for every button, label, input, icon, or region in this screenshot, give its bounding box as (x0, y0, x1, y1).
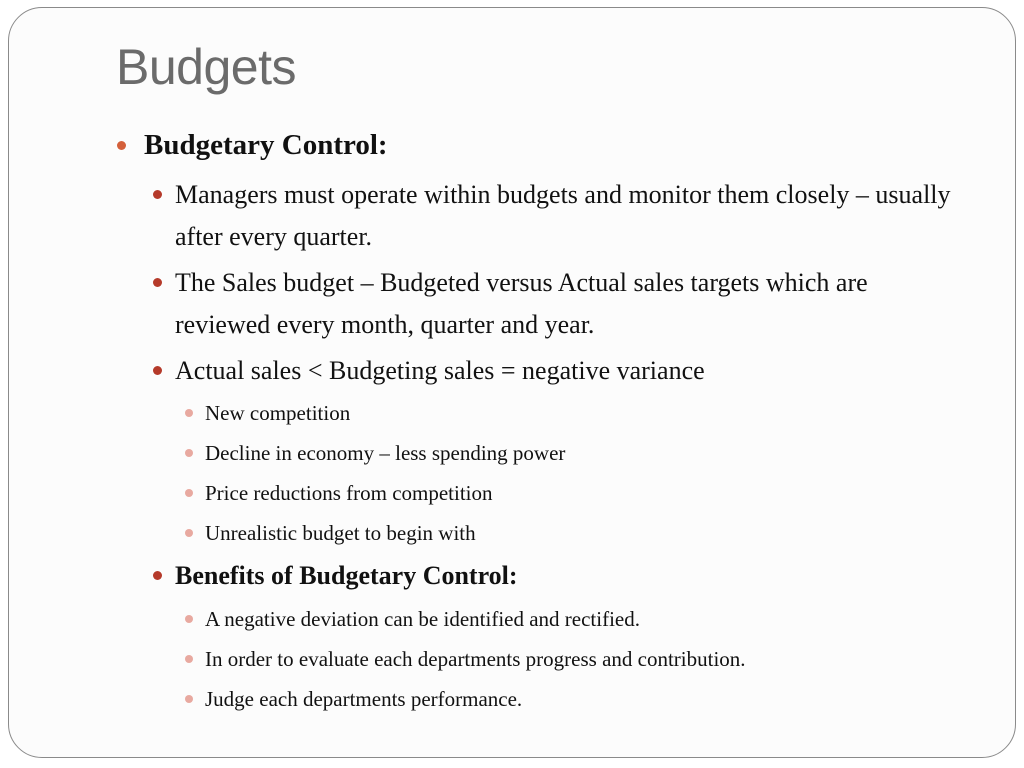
benefits-heading-text: Benefits of Budgetary Control: (175, 561, 518, 590)
sub-bullet-text: Decline in economy – less spending power (205, 441, 566, 465)
bullet-icon (153, 190, 162, 199)
sub-bullet-text: New competition (205, 401, 351, 425)
bullet-icon (153, 366, 162, 375)
bullet-icon (153, 571, 162, 580)
bullet-icon (117, 141, 126, 150)
sub-bullet-point (205, 605, 640, 633)
sub-bullet-point (205, 685, 522, 713)
heading-benefits (175, 555, 955, 597)
heading-budgetary-control (144, 127, 388, 163)
bullet-icon (185, 615, 193, 623)
slide-title: Budgets (116, 39, 296, 95)
sub-bullet-text: Price reductions from competition (205, 481, 493, 505)
sub-bullet-point (205, 439, 565, 467)
bullet-text: Managers must operate within budgets and monitor them closely – usually after every quarter. (175, 180, 951, 251)
sub-bullet-point (205, 645, 746, 673)
bullet-icon (185, 449, 193, 457)
bullet-icon (185, 489, 193, 497)
bullet-text: The Sales budget – Budgeted versus Actual sales targets which are reviewed every month, quarter and year. (175, 268, 868, 339)
sub-bullet-text: Unrealistic budget to begin with (205, 521, 476, 545)
bullet-icon (153, 278, 162, 287)
bullet-point (175, 174, 955, 258)
bullet-point (175, 350, 955, 392)
bullet-icon (185, 655, 193, 663)
heading-text: Budgetary Control: (144, 129, 388, 161)
sub-bullet-text: In order to evaluate each departments progress and contribution. (205, 647, 746, 671)
bullet-icon (185, 529, 193, 537)
bullet-icon (185, 409, 193, 417)
sub-bullet-point (205, 479, 493, 507)
bullet-point (175, 262, 955, 346)
bullet-text: Actual sales < Budgeting sales = negative variance (175, 356, 705, 385)
sub-bullet-point (205, 519, 476, 547)
sub-bullet-text: A negative deviation can be identified and rectified. (205, 607, 640, 631)
sub-bullet-point (205, 399, 350, 427)
sub-bullet-text: Judge each departments performance. (205, 687, 523, 711)
bullet-icon (185, 695, 193, 703)
